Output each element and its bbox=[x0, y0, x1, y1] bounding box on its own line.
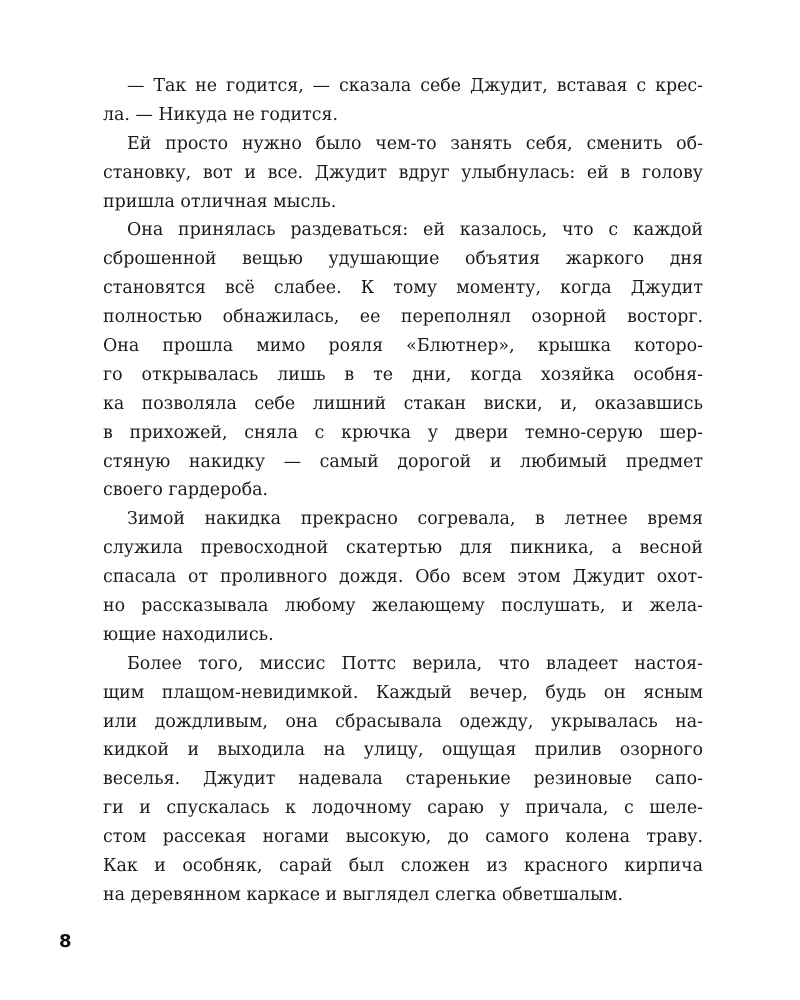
text-line: в прихожей, сняла с крючка у двери темно-серую шер- bbox=[103, 422, 703, 443]
text-line: сброшенной вещью удушающие объятия жаркого дня bbox=[103, 249, 703, 270]
text-line: веселья. Джудит надевала старенькие резиновые сапо- bbox=[103, 769, 703, 790]
text-line: ги и спускалась к лодочному сараю у причала, с шеле- bbox=[103, 798, 703, 819]
text-line: щим плащом-невидимкой. Каждый вечер, будь он ясным bbox=[103, 682, 703, 703]
text-line: становку, вот и все. Джудит вдруг улыбнулась: ей в голову bbox=[103, 162, 703, 183]
text-line: стяную накидку — самый дорогой и любимый предмет bbox=[103, 451, 703, 472]
text-line: спасала от проливного дождя. Обо всем этом Джудит охот- bbox=[103, 567, 703, 588]
text-line: ла. — Никуда не годится. bbox=[103, 104, 339, 125]
text-line: Как и особняк, сарай был сложен из красного кирпича bbox=[103, 856, 703, 877]
text-line: Она прошла мимо рояля «Блютнер», крышка которо- bbox=[103, 336, 703, 357]
text-line: Она принялась раздеваться: ей казалось, что с каждой bbox=[127, 220, 703, 241]
text-line: полностью обнажилась, ее переполнял озорной восторг. bbox=[103, 307, 703, 328]
text-line: Ей просто нужно было чем-то занять себя, сменить об- bbox=[127, 133, 703, 154]
text-line: ющие находились. bbox=[103, 624, 274, 645]
text-line: пришла отличная мысль. bbox=[103, 191, 337, 212]
text-line: своего гардероба. bbox=[103, 480, 268, 501]
page-number: 8 bbox=[59, 931, 72, 952]
text-line: го открывалась лишь в те дни, когда хозяйка особня- bbox=[103, 364, 703, 385]
text-line: или дождливым, она сбрасывала одежду, укрывалась на- bbox=[103, 711, 703, 732]
text-line: на деревянном каркасе и выглядел слегка обветшалым. bbox=[103, 884, 624, 905]
text-line: Более того, миссис Поттс верила, что владеет настоя- bbox=[127, 653, 703, 674]
text-line: стом рассекая ногами высокую, до самого колена траву. bbox=[103, 827, 703, 848]
text-line: — Так не годится, — сказала себе Джудит, вставая с крес- bbox=[127, 76, 703, 96]
text-line: кидкой и выходила на улицу, ощущая прилив озорного bbox=[103, 740, 703, 761]
text-line: но рассказывала любому желающему послушать, и жела- bbox=[103, 596, 703, 617]
text-line: служила превосходной скатертью для пикника, а весной bbox=[103, 538, 703, 559]
text-line: ка позволяла себе лишний стакан виски, и, оказавшись bbox=[103, 393, 703, 414]
body-text bbox=[103, 72, 703, 910]
text-line: Зимой накидка прекрасно согревала, в летнее время bbox=[127, 509, 703, 530]
text-line: становятся всё слабее. К тому моменту, когда Джудит bbox=[103, 278, 703, 299]
